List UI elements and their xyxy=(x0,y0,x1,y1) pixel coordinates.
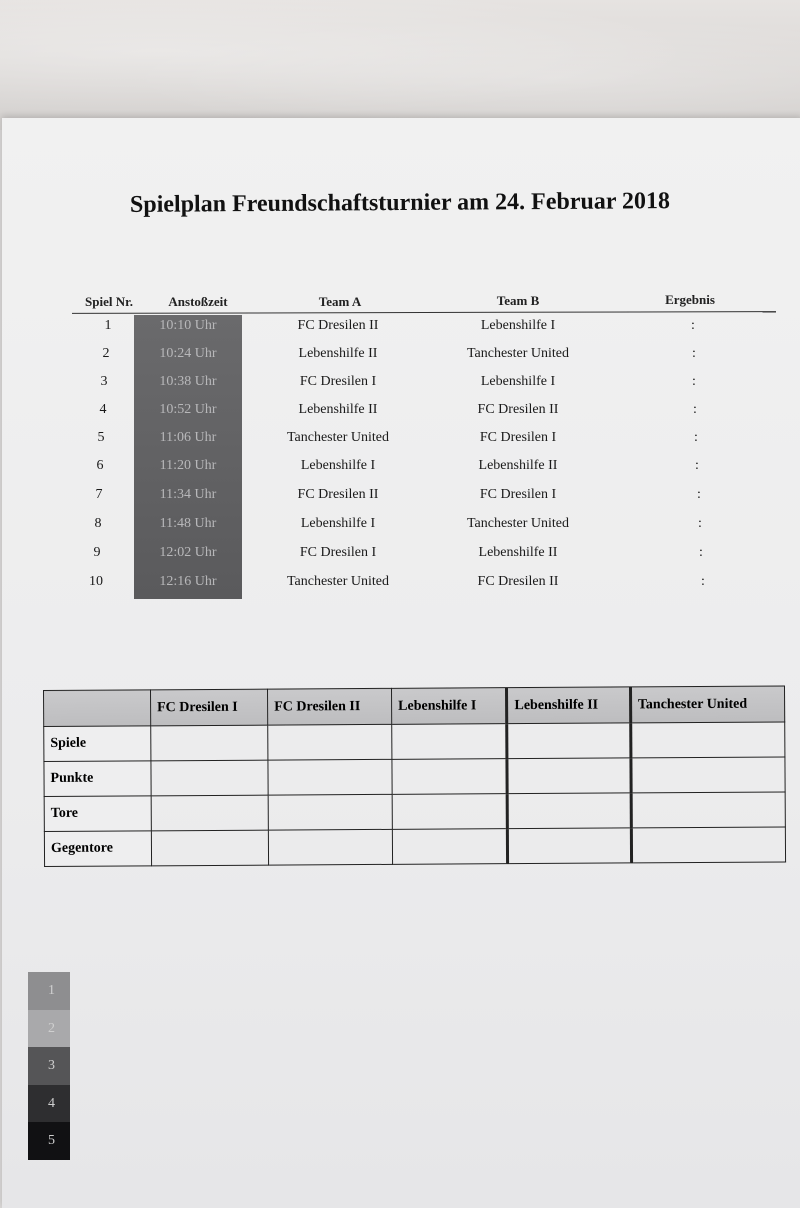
header-spiel-nr: Spiel Nr. xyxy=(85,294,133,309)
standings-cell xyxy=(507,758,631,794)
standings-cell xyxy=(151,830,268,866)
standings-cell xyxy=(631,827,785,863)
header-team-a: Team A xyxy=(318,294,362,309)
team-b: Lebenshilfe II xyxy=(478,458,558,473)
standings-cell xyxy=(392,759,508,795)
team-a: FC Dresilen I xyxy=(299,545,377,560)
team-b: FC Dresilen II xyxy=(477,402,559,417)
kickoff-time: 11:34 Uhr xyxy=(159,487,217,502)
team-a: Lebenshilfe II xyxy=(298,346,378,361)
kickoff-time: 11:20 Uhr xyxy=(159,458,217,473)
schedule-row xyxy=(0,574,800,602)
game-number: 5 xyxy=(97,430,105,445)
game-number: 2 xyxy=(102,346,110,361)
standings-cell xyxy=(268,759,392,795)
standings-row-gegentore xyxy=(44,827,785,867)
game-number: 9 xyxy=(93,545,101,560)
standings-cell xyxy=(151,760,268,796)
schedule-row xyxy=(0,458,800,486)
schedule-row xyxy=(0,346,800,374)
result: : xyxy=(697,487,701,502)
page-title: Spielplan Freundschaftsturnier am 24. Februar 2018 xyxy=(129,188,671,218)
team-b: Tanchester United xyxy=(466,516,570,531)
kickoff-time: 11:06 Uhr xyxy=(159,430,217,445)
team-a: FC Dresilen II xyxy=(297,318,379,333)
game-number: 6 xyxy=(96,458,104,473)
standings-team-tanchester-united: Tanchester United xyxy=(630,686,784,723)
game-number: 7 xyxy=(95,487,103,502)
team-b: Lebenshilfe I xyxy=(480,318,556,333)
game-number: 8 xyxy=(94,516,102,531)
legend-swatch: 1 xyxy=(28,972,70,1010)
team-b: Lebenshilfe I xyxy=(480,374,556,389)
result: : xyxy=(698,516,702,531)
legend-swatch: 3 xyxy=(28,1047,70,1085)
team-b: FC Dresilen II xyxy=(477,574,559,589)
standings-table xyxy=(43,685,786,867)
standings-row-punkte xyxy=(44,757,785,797)
standings-cell xyxy=(268,794,392,830)
game-number: 3 xyxy=(100,374,108,389)
kickoff-time: 10:52 Uhr xyxy=(159,402,217,417)
result: : xyxy=(701,574,705,589)
standings-cell xyxy=(392,829,508,865)
standings-cell xyxy=(508,793,632,829)
standings-cell xyxy=(392,794,508,830)
standings-cell xyxy=(507,723,631,759)
kickoff-time: 11:48 Uhr xyxy=(159,516,217,531)
standings-row-label: Punkte xyxy=(44,761,151,797)
result: : xyxy=(694,430,698,445)
schedule-row xyxy=(0,545,800,573)
result: : xyxy=(692,374,696,389)
standings-cell xyxy=(151,795,268,831)
header-divider xyxy=(72,311,776,314)
team-a: FC Dresilen II xyxy=(297,487,379,502)
standings-row-tore xyxy=(44,792,785,832)
kickoff-time: 12:02 Uhr xyxy=(159,545,217,560)
schedule-row xyxy=(0,430,800,458)
kickoff-time: 10:10 Uhr xyxy=(159,318,217,333)
standings-team-lebenshilfe-ii: Lebenshilfe II xyxy=(507,687,631,724)
team-a: Tanchester United xyxy=(286,430,390,445)
header-ergebnis: Ergebnis xyxy=(665,292,715,307)
result: : xyxy=(693,402,697,417)
team-a: Lebenshilfe I xyxy=(300,516,376,531)
result: : xyxy=(692,346,696,361)
team-b: FC Dresilen I xyxy=(479,430,557,445)
schedule-row xyxy=(0,487,800,515)
legend-swatch: 5 xyxy=(28,1122,70,1160)
standings-row-label: Tore xyxy=(44,796,151,832)
schedule-row xyxy=(0,374,800,402)
kickoff-time: 10:38 Uhr xyxy=(159,374,217,389)
standings-team-fc-dresilen-i: FC Dresilen I xyxy=(151,689,268,726)
kickoff-time: 10:24 Uhr xyxy=(159,346,217,361)
kickoff-time: 12:16 Uhr xyxy=(159,574,217,589)
standings-row-spiele xyxy=(44,722,785,762)
standings-corner-cell xyxy=(44,690,151,727)
legend-swatch: 4 xyxy=(28,1085,70,1123)
header-team-b: Team B xyxy=(496,293,540,308)
standings-cell xyxy=(631,792,785,828)
standings-cell xyxy=(508,828,632,864)
game-number: 1 xyxy=(104,318,112,333)
standings-row-label: Spiele xyxy=(44,726,151,762)
header-anstosszeit: Anstoßzeit xyxy=(168,294,228,309)
standings-cell xyxy=(392,724,508,760)
standings-cell xyxy=(630,722,784,758)
grey-scale-legend xyxy=(28,972,70,1160)
standings-cell xyxy=(268,724,392,760)
result: : xyxy=(699,545,703,560)
team-b: Lebenshilfe II xyxy=(478,545,558,560)
result: : xyxy=(695,458,699,473)
legend-swatch: 2 xyxy=(28,1010,70,1048)
game-number: 10 xyxy=(89,574,103,589)
team-a: Lebenshilfe I xyxy=(300,458,376,473)
schedule-row xyxy=(0,318,800,346)
standings-row-label: Gegentore xyxy=(44,831,151,867)
team-a: Lebenshilfe II xyxy=(298,402,378,417)
schedule-row xyxy=(0,516,800,544)
standings-header-row xyxy=(44,686,785,727)
standings-team-fc-dresilen-ii: FC Dresilen II xyxy=(268,688,392,725)
team-b: FC Dresilen I xyxy=(479,487,557,502)
team-b: Tanchester United xyxy=(466,346,570,361)
standings-cell xyxy=(631,757,785,793)
team-a: Tanchester United xyxy=(286,574,390,589)
standings-cell xyxy=(268,829,392,865)
team-a: FC Dresilen I xyxy=(299,374,377,389)
game-number: 4 xyxy=(99,402,107,417)
result: : xyxy=(691,318,695,333)
schedule-row xyxy=(0,402,800,430)
standings-team-lebenshilfe-i: Lebenshilfe I xyxy=(392,688,508,725)
standings-cell xyxy=(151,725,268,761)
